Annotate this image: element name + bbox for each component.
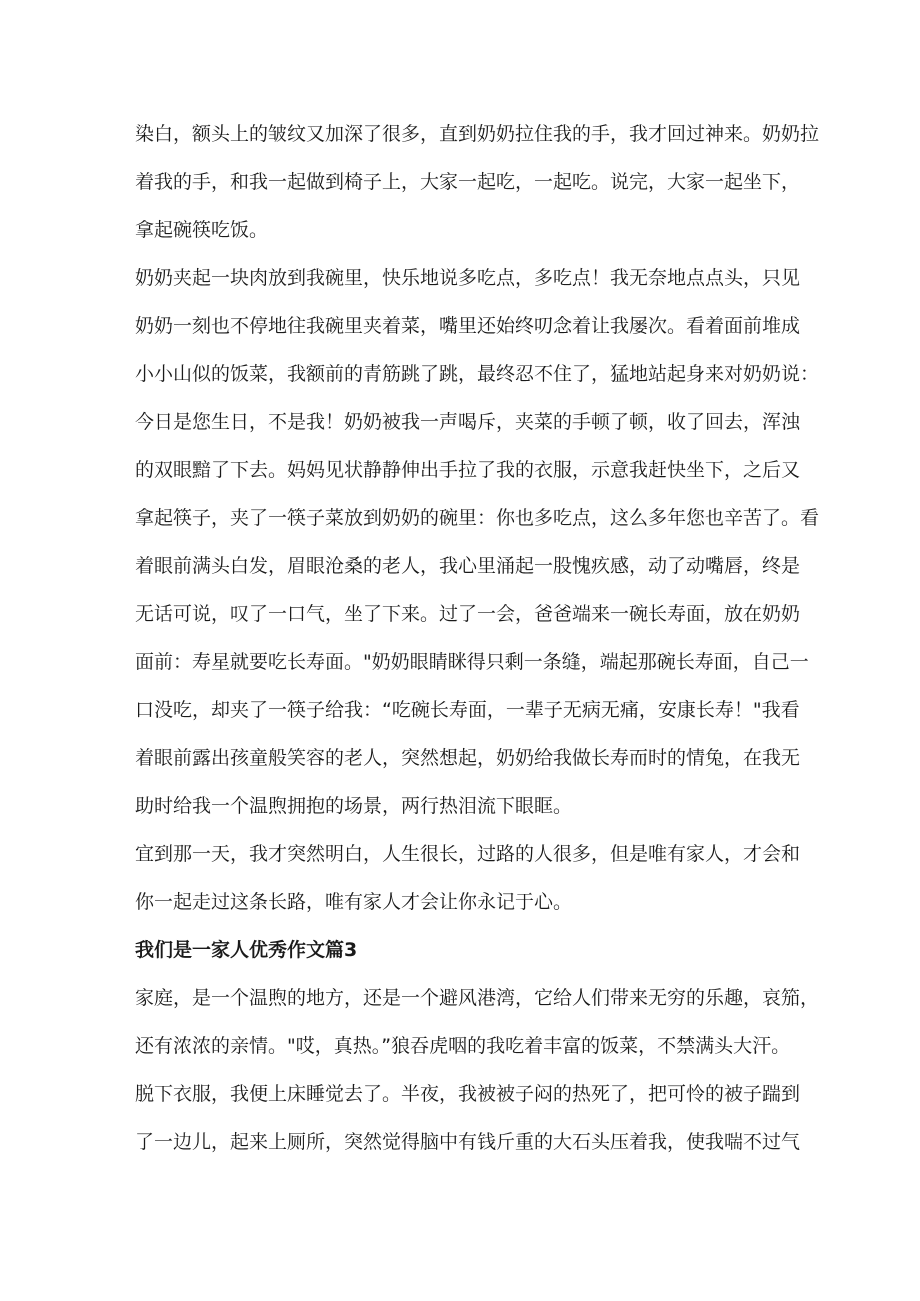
text-line: 了一边儿，起来上厕所，突然觉得脑中有钱斤重的大石头压着我，使我喘不过气: [135, 1131, 801, 1153]
text-line: 今日是您生日，不是我！奶奶被我一声喝斥，夹菜的手顿了顿，收了回去，浑浊: [135, 411, 801, 433]
text-line: 着眼前满头白发，眉眼沧桑的老人，我心里涌起一股愧疚感，动了动嘴唇，终是: [135, 555, 801, 577]
text-line: 小小山似的饭菜，我额前的青筋跳了跳，最终忍不住了，猛地站起身来对奶奶说：: [135, 363, 820, 385]
text-line: 奶奶一刻也不停地往我碗里夹着菜，嘴里还始终叨念着让我屡次。看着面前堆成: [135, 315, 801, 337]
text-line: 脱下衣服，我便上床睡觉去了。半夜，我被被子闷的热死了，把可怜的被子踹到: [135, 1083, 801, 1105]
paragraph-4: [135, 974, 820, 1166]
section-heading: 我们是一家人优秀作文篇3: [135, 939, 358, 961]
text-line: 染白，额头上的皱纹又加深了很多，直到奶奶拉住我的手，我才回过神来。奶奶拉: [135, 123, 820, 145]
paragraph-3: [135, 830, 801, 926]
document-body: [135, 110, 820, 1166]
text-line: 口没吃，却夹了一筷子给我：“吃碗长寿面，一辈子无病无痛，安康长寿！"我看: [135, 699, 800, 721]
text-line: 面前：寿星就要吃长寿面。"奶奶眼睛眯得只剩一条缝，端起那碗长寿面，自己一: [135, 651, 809, 673]
text-line: 助时给我一个温煦拥抱的场景，两行热泪流下眼眶。: [135, 795, 573, 817]
text-line: 还有浓浓的亲情。"哎，真热。”狼吞虎咽的我吃着丰富的饭菜，不禁满头大汗。: [135, 1035, 791, 1057]
paragraph-1: [135, 110, 820, 254]
text-line: 拿起筷子，夹了一筷子菜放到奶奶的碗里：你也多吃点，这么多年您也辛苦了。看: [135, 507, 820, 529]
text-line: 宜到那一天，我才突然明白，人生很长，过路的人很多，但是唯有家人，才会和: [135, 843, 801, 865]
text-line: 拿起碗筷吃饭。: [135, 219, 269, 241]
text-line: 无话可说，叹了一口气，坐了下来。过了一会，爸爸端来一碗长寿面，放在奶奶: [135, 603, 801, 625]
paragraph-2: [135, 254, 820, 830]
text-line: 着我的手，和我一起做到椅子上，大家一起吃，一起吃。说完，大家一起坐下，: [135, 171, 801, 193]
text-line: 你一起走过这条长路，唯有家人才会让你永记于心。: [135, 891, 573, 913]
text-line: 的双眼黯了下去。妈妈见状静静伸出手拉了我的衣服，示意我赶快坐下，之后又: [135, 459, 801, 481]
text-line: 奶奶夹起一块肉放到我碗里，快乐地说多吃点，多吃点！我无奈地点点头，只见: [135, 267, 801, 289]
text-line: 家庭，是一个温煦的地方，还是一个避风港湾，它给人们带来无穷的乐趣，哀笳，: [135, 987, 820, 1009]
text-line: 着眼前露出孩童般笑容的老人，突然想起，奶奶给我做长寿而时的情兔，在我无: [135, 747, 801, 769]
